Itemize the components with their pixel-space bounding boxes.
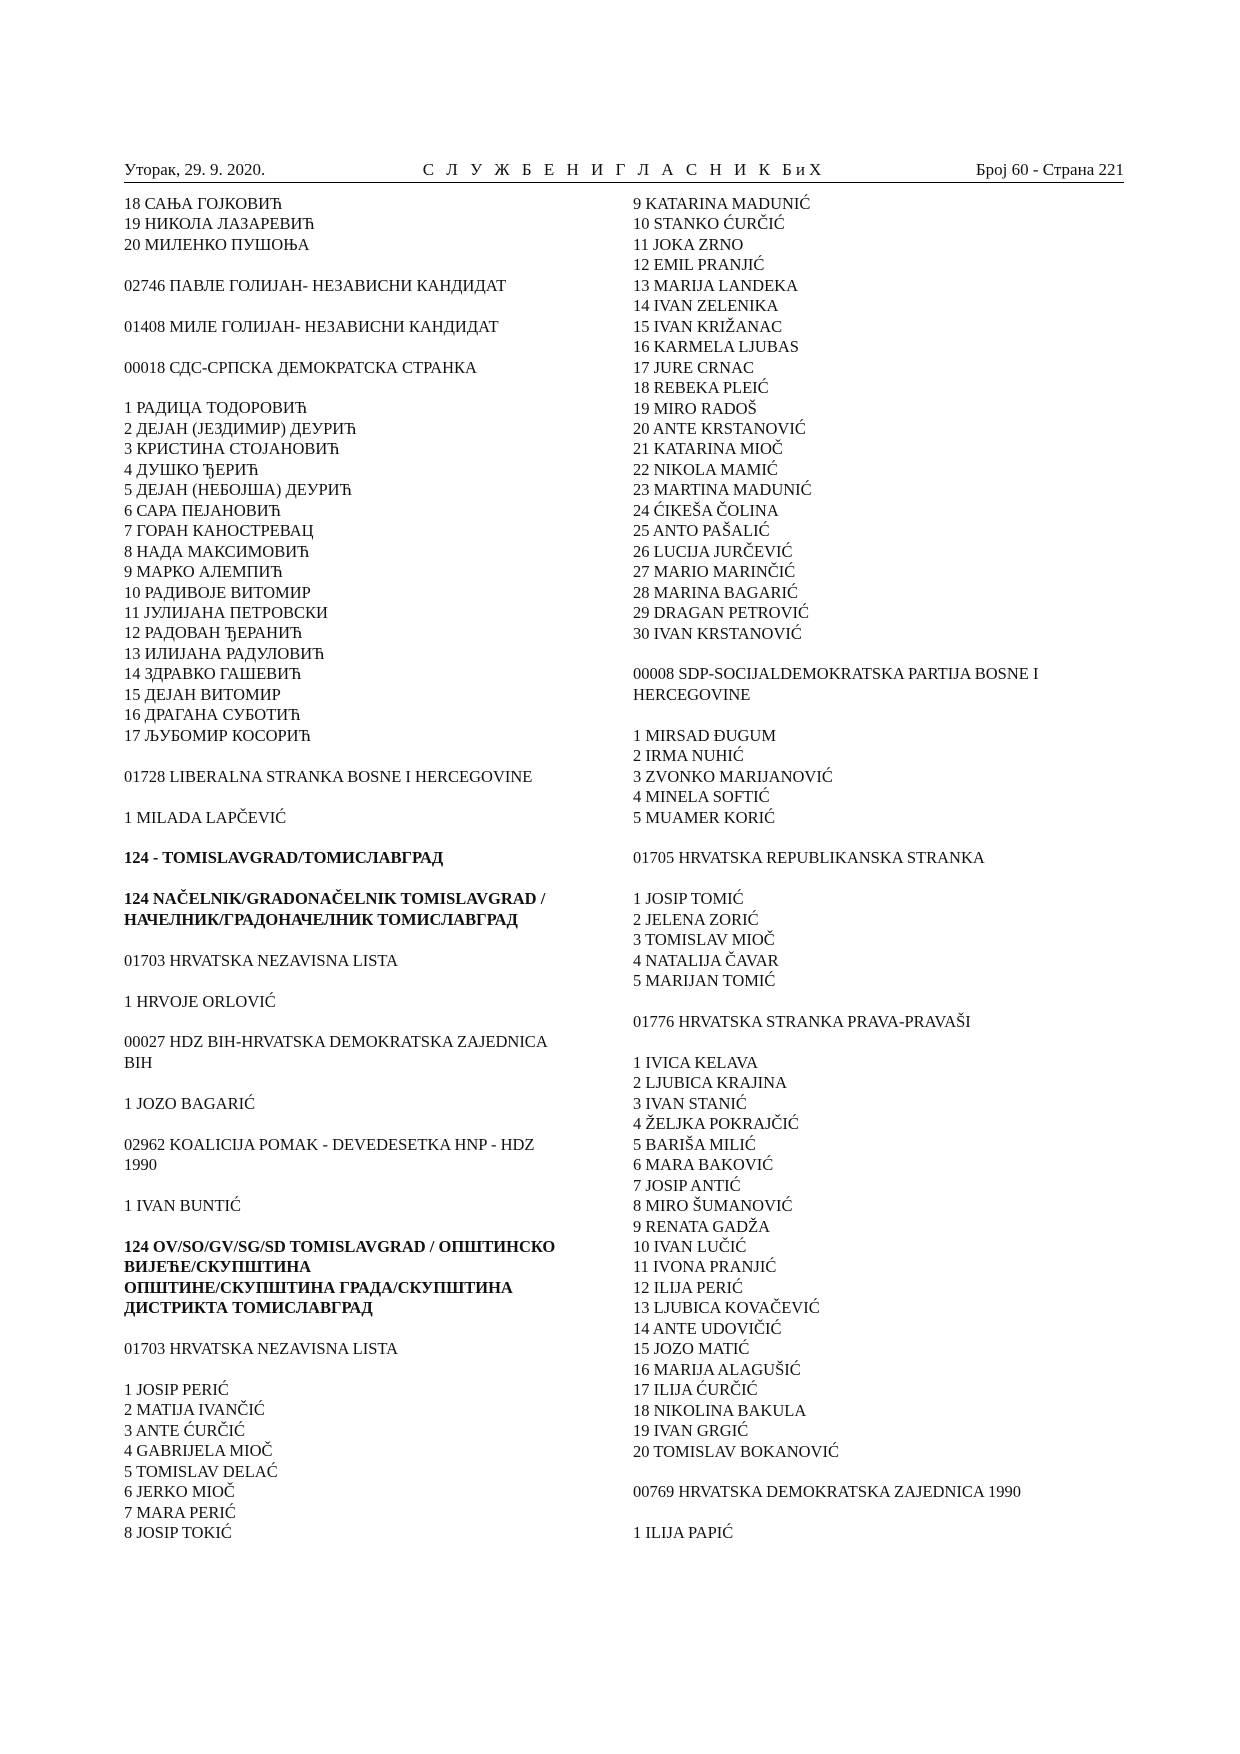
issue-date: Уторак, 29. 9. 2020. bbox=[124, 160, 266, 179]
blank-line bbox=[124, 296, 594, 316]
list-item: 4 GABRIJELA MIOČ bbox=[124, 1441, 273, 1461]
blank-line bbox=[633, 992, 1103, 1012]
blank-line bbox=[633, 705, 1103, 725]
list-item: 4 NATALIJA ČAVAR bbox=[633, 950, 779, 970]
list-item: 26 LUCIJA JURČEVIĆ bbox=[633, 541, 793, 561]
list-item: 1 ILIJA PAPIĆ bbox=[633, 1523, 734, 1543]
list-item: 10 STANKO ĆURČIĆ bbox=[633, 214, 785, 234]
list-item: 4 ŽELJKA POKRAJČIĆ bbox=[633, 1114, 799, 1134]
blank-line bbox=[124, 1114, 594, 1134]
list-item: 01728 LIBERALNA STRANKA BOSNE I HERCEGOVINE bbox=[124, 766, 533, 786]
left-column bbox=[124, 194, 594, 1544]
section-heading: 124 - TOMISLAVGRAD/ТОМИСЛАВГРАД bbox=[124, 848, 444, 868]
list-item: HERCEGOVINE bbox=[633, 684, 751, 704]
list-item: 5 BARIŠA MILIĆ bbox=[633, 1134, 756, 1154]
blank-line bbox=[124, 1176, 594, 1196]
list-item: 5 MUAMER KORIĆ bbox=[633, 807, 776, 827]
list-item: 10 РАДИВОЈЕ ВИТОМИР bbox=[124, 582, 311, 602]
list-item: 00769 HRVATSKA DEMOKRATSKA ZAJEDNICA 1990 bbox=[633, 1482, 1021, 1502]
blank-line bbox=[633, 644, 1103, 664]
section-heading: 124 OV/SO/GV/SG/SD TOMISLAVGRAD / ОПШТИНСКО bbox=[124, 1236, 556, 1256]
list-item: 10 IVAN LUČIĆ bbox=[633, 1237, 747, 1257]
list-item: 3 ANTE ĆURČIĆ bbox=[124, 1420, 246, 1440]
list-item: 01776 HRVATSKA STRANKA PRAVA-PRAVAŠI bbox=[633, 1012, 971, 1032]
list-item: 01408 МИЛЕ ГОЛИЈАН- НЕЗАВИСНИ КАНДИДАТ bbox=[124, 316, 499, 336]
list-item: 9 RENATA GADŽA bbox=[633, 1216, 771, 1236]
list-item: 3 TOMISLAV MIOČ bbox=[633, 930, 775, 950]
list-item: 20 ANTE KRSTANOVIĆ bbox=[633, 418, 806, 438]
list-item: 12 РАДОВАН ЂЕРАНИЋ bbox=[124, 623, 303, 643]
blank-line bbox=[124, 1216, 594, 1236]
list-item: 02746 ПАВЛЕ ГОЛИЈАН- НЕЗАВИСНИ КАНДИДАТ bbox=[124, 275, 507, 295]
list-item: 1 JOSIP TOMIĆ bbox=[633, 889, 744, 909]
list-item: 7 ГОРАН КАНОСТРЕВАЦ bbox=[124, 521, 314, 541]
list-item: 18 САЊА ГОЈКОВИЋ bbox=[124, 194, 283, 213]
list-item: 15 IVAN KRIŽANAC bbox=[633, 316, 783, 336]
blank-line bbox=[124, 930, 594, 950]
list-item: 1 JOZO BAGARIĆ bbox=[124, 1093, 256, 1113]
list-item: 19 НИКОЛА ЛАЗАРЕВИЋ bbox=[124, 214, 315, 234]
list-item: 11 IVONA PRANJIĆ bbox=[633, 1257, 777, 1277]
list-item: 2 JELENA ZORIĆ bbox=[633, 909, 759, 929]
list-item: 16 KARMELA LJUBAS bbox=[633, 337, 799, 357]
publication-title: С Л У Ж Б Е Н И Г Л А С Н И К БиХ bbox=[422, 160, 826, 179]
list-item: 23 MARTINA MADUNIĆ bbox=[633, 480, 812, 500]
page-header bbox=[124, 160, 1124, 183]
list-item: 01703 HRVATSKA NEZAVISNA LISTA bbox=[124, 1339, 399, 1359]
list-item: 6 JERKO MIOČ bbox=[124, 1482, 235, 1502]
list-item: 00018 СДС-СРПСКА ДЕМОКРАТСКА СТРАНКА bbox=[124, 357, 477, 377]
list-item: 11 ЈУЛИЈАНА ПЕТРОВСКИ bbox=[124, 603, 328, 622]
list-item: 2 MATIJA IVANČIĆ bbox=[124, 1400, 265, 1420]
list-item: 3 КРИСТИНА СТОЈАНОВИЋ bbox=[124, 439, 340, 459]
list-item: 15 ДЕЈАН ВИТОМИР bbox=[124, 684, 281, 704]
blank-line bbox=[633, 1462, 1103, 1482]
list-item: 12 ILIJA PERIĆ bbox=[633, 1277, 744, 1297]
blank-line bbox=[124, 828, 594, 848]
list-item: 14 ЗДРАВКО ГАШЕВИЋ bbox=[124, 664, 302, 684]
section-heading: ОПШТИНЕ/СКУПШТИНА ГРАДА/СКУПШТИНА bbox=[124, 1277, 513, 1297]
list-item: 25 ANTO PAŠALIĆ bbox=[633, 521, 770, 541]
list-item: 1 JOSIP PERIĆ bbox=[124, 1380, 229, 1400]
list-item: 9 KATARINA MADUNIĆ bbox=[633, 194, 811, 213]
list-item: 5 TOMISLAV DELAĆ bbox=[124, 1461, 278, 1481]
list-item: 02962 KOALICIJA POMAK - DEVEDESETKA HNP - HDZ bbox=[124, 1134, 535, 1154]
list-item: 1990 bbox=[124, 1155, 157, 1175]
issue-page-reference: Број 60 - Страна 221 bbox=[975, 160, 1124, 179]
blank-line bbox=[124, 1012, 594, 1032]
list-item: 3 ZVONKO MARIJANOVIĆ bbox=[633, 766, 833, 786]
list-item: 24 ĆIKEŠA ČOLINA bbox=[633, 500, 779, 520]
list-item: 6 MARA BAKOVIĆ bbox=[633, 1155, 774, 1175]
list-item: 29 DRAGAN PETROVIĆ bbox=[633, 603, 810, 623]
list-item: 20 МИЛЕНКО ПУШОЊА bbox=[124, 234, 310, 254]
list-item: 8 НАДА МАКСИМОВИЋ bbox=[124, 541, 310, 561]
blank-line bbox=[124, 787, 594, 807]
blank-line bbox=[124, 378, 594, 398]
list-item: 7 JOSIP ANTIĆ bbox=[633, 1175, 741, 1195]
blank-line bbox=[124, 1360, 594, 1380]
list-item: 19 IVAN GRGIĆ bbox=[633, 1421, 749, 1441]
section-heading: НАЧЕЛНИК/ГРАДОНАЧЕЛНИК ТОМИСЛАВГРАД bbox=[124, 909, 518, 929]
list-item: 3 IVAN STANIĆ bbox=[633, 1093, 747, 1113]
list-item: 00008 SDP-SOCIJALDEMOKRATSKA PARTIJA BOSNE I bbox=[633, 664, 1039, 684]
list-item: 01705 HRVATSKA REPUBLIKANSKA STRANKA bbox=[633, 848, 985, 868]
list-item: 17 JURE CRNAC bbox=[633, 357, 755, 377]
section-heading: 124 NAČELNIK/GRADONAČELNIK TOMISLAVGRAD / bbox=[124, 889, 546, 909]
blank-line bbox=[633, 1033, 1103, 1053]
list-item: 13 LJUBICA KOVAČEVIĆ bbox=[633, 1298, 820, 1318]
list-item: 18 NIKOLINA BAKULA bbox=[633, 1400, 807, 1420]
list-item: 14 ANTE UDOVIČIĆ bbox=[633, 1318, 782, 1338]
list-item: 1 MILADA LAPČEVIĆ bbox=[124, 807, 287, 827]
list-item: 11 JOKA ZRNO bbox=[633, 234, 744, 254]
list-item: 1 IVAN BUNTIĆ bbox=[124, 1195, 242, 1215]
list-item: 8 MIRO ŠUMANOVIĆ bbox=[633, 1196, 793, 1216]
list-item: 2 ДЕЈАН (ЈЕЗДИМИР) ДЕУРИЋ bbox=[124, 418, 357, 438]
blank-line bbox=[124, 1073, 594, 1093]
right-column bbox=[633, 194, 1103, 1544]
list-item: 17 ЉУБОМИР КОСОРИЋ bbox=[124, 725, 311, 745]
section-heading: ДИСТРИКТА ТОМИСЛАВГРАД bbox=[124, 1298, 373, 1318]
list-item: 28 MARINA BAGARIĆ bbox=[633, 582, 799, 602]
blank-line bbox=[633, 869, 1103, 889]
list-item: BIH bbox=[124, 1052, 153, 1072]
list-item: 2 LJUBICA KRAJINA bbox=[633, 1073, 788, 1093]
list-item: 1 MIRSAD ĐUGUM bbox=[633, 725, 777, 745]
list-item: 5 MARIJAN TOMIĆ bbox=[633, 971, 776, 991]
blank-line bbox=[124, 1319, 594, 1339]
blank-line bbox=[124, 869, 594, 889]
list-item: 8 JOSIP TOKIĆ bbox=[124, 1523, 232, 1543]
list-item: 16 MARIJA ALAGUŠIĆ bbox=[633, 1359, 801, 1379]
list-item: 13 MARIJA LANDEKA bbox=[633, 275, 798, 295]
list-item: 14 IVAN ZELENIKA bbox=[633, 296, 779, 316]
list-item: 2 IRMA NUHIĆ bbox=[633, 746, 744, 766]
list-item: 22 NIKOLA MAMIĆ bbox=[633, 459, 778, 479]
list-item: 30 IVAN KRSTANOVIĆ bbox=[633, 623, 802, 643]
list-item: 1 IVICA KELAVA bbox=[633, 1052, 758, 1072]
list-item: 16 ДРАГАНА СУБОТИЋ bbox=[124, 705, 301, 725]
list-item: 27 MARIO MARINČIĆ bbox=[633, 562, 796, 582]
list-item: 13 ИЛИЈАНА РАДУЛОВИЋ bbox=[124, 643, 325, 663]
blank-line bbox=[124, 337, 594, 357]
list-item: 4 ДУШКО ЂЕРИЋ bbox=[124, 459, 259, 479]
list-item: 17 ILIJA ĆURČIĆ bbox=[633, 1380, 758, 1400]
list-item: 20 TOMISLAV BOKANOVIĆ bbox=[633, 1441, 839, 1461]
list-item: 5 ДЕЈАН (НЕБОЈША) ДЕУРИЋ bbox=[124, 480, 352, 500]
section-heading: ВИЈЕЋЕ/СКУПШТИНА bbox=[124, 1257, 312, 1277]
list-item: 1 HRVOJE ORLOVIĆ bbox=[124, 991, 276, 1011]
list-item: 19 MIRO RADOŠ bbox=[633, 398, 757, 418]
list-item: 15 JOZO MATIĆ bbox=[633, 1339, 750, 1359]
list-item: 9 МАРКО АЛЕМПИЋ bbox=[124, 562, 283, 582]
blank-line bbox=[633, 828, 1103, 848]
list-item: 4 MINELA SOFTIĆ bbox=[633, 787, 770, 807]
blank-line bbox=[124, 255, 594, 275]
list-item: 12 EMIL PRANJIĆ bbox=[633, 255, 765, 275]
list-item: 18 REBEKA PLEIĆ bbox=[633, 378, 769, 398]
list-item: 1 РАДИЦА ТОДОРОВИЋ bbox=[124, 398, 308, 418]
blank-line bbox=[124, 746, 594, 766]
blank-line bbox=[124, 971, 594, 991]
list-item: 7 MARA PERIĆ bbox=[124, 1502, 236, 1522]
list-item: 01703 HRVATSKA NEZAVISNA LISTA bbox=[124, 950, 399, 970]
list-item: 00027 HDZ BIH-HRVATSKA DEMOKRATSKA ZAJEDNICA bbox=[124, 1032, 548, 1052]
blank-line bbox=[633, 1503, 1103, 1523]
list-item: 21 KATARINA MIOČ bbox=[633, 439, 783, 459]
list-item: 6 САРА ПЕЈАНОВИЋ bbox=[124, 500, 281, 520]
